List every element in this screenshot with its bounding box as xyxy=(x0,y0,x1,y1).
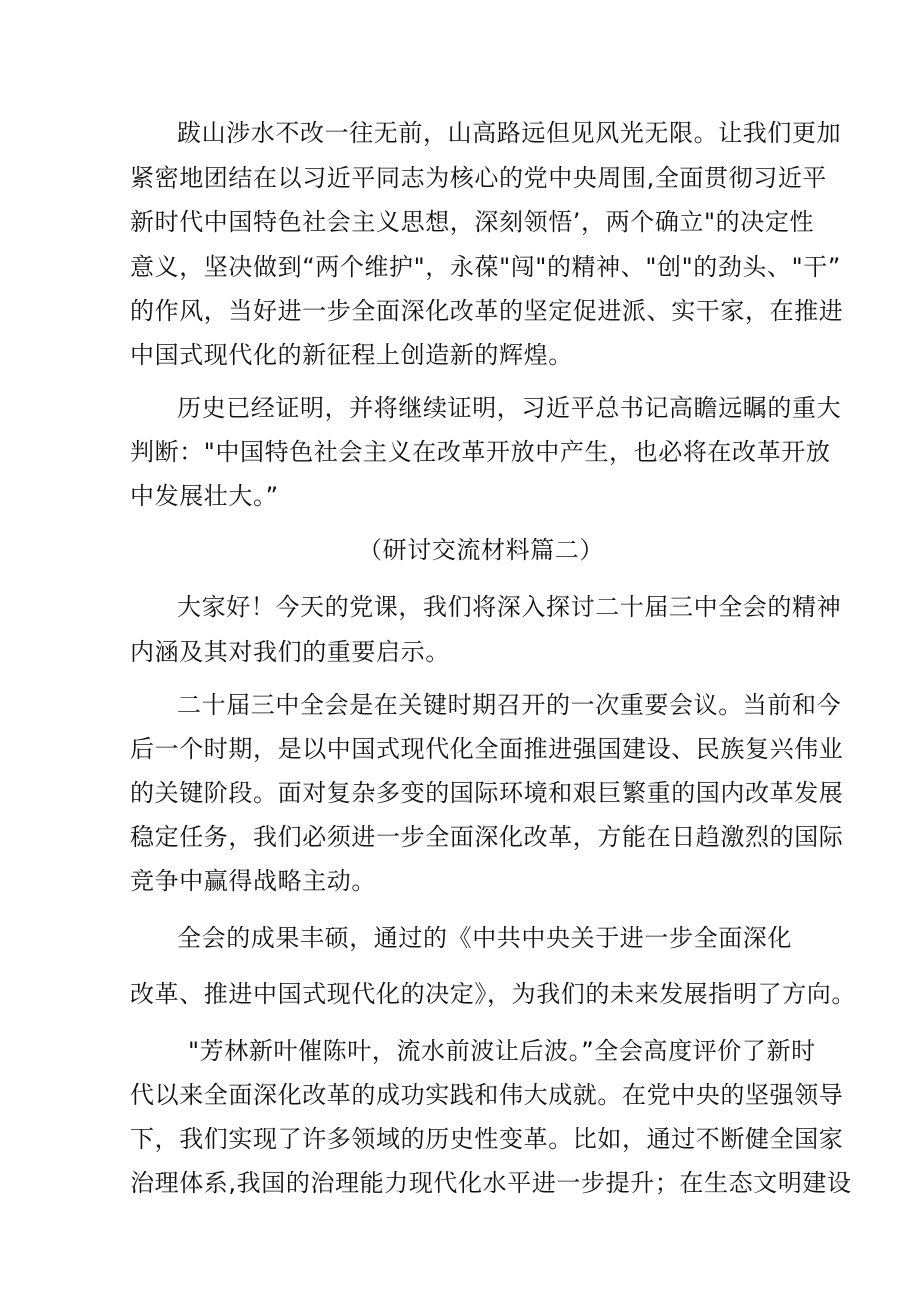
paragraph-6-line-2: 代以来全面深化改革的成功实践和伟大成就。在党中央的坚强领导 xyxy=(130,1081,844,1109)
paragraph-2-line-3: 中发展壮大。” xyxy=(130,482,279,510)
paragraph-4-line-4: 稳定任务，我们必须进一步全面深化改革，方能在日趋激烈的国际 xyxy=(130,823,844,851)
paragraph-2-line-1: 历史已经证明，并将继续证明，习近平总书记高瞻远瞩的重大 xyxy=(177,394,842,422)
paragraph-5-line-2: 改革、推进中国式现代化的决定》，为我们的未来发展指明了方向。 xyxy=(130,980,856,1008)
paragraph-6-line-3: 下，我们实现了许多领域的历史性变革。比如，通过不断健全国家 xyxy=(130,1125,844,1153)
paragraph-5-line-1: 全会的成果丰硕，通过的《中共中央关于进一步全面深化 xyxy=(177,924,792,952)
paragraph-6-line-1: "芳林新叶催陈叶，流水前波让后波。”全会高度评价了新时 xyxy=(188,1037,816,1065)
paragraph-4-line-1: 二十届三中全会是在关键时期召开的一次重要会议。当前和今 xyxy=(177,691,842,719)
paragraph-4-line-2: 后一个时期，是以中国式现代化全面推进强国建设、民族复兴伟业 xyxy=(130,735,844,763)
paragraph-1-line-2: 紧密地团结在以习近平同志为核心的党中央周围,全面贯彻习近平 xyxy=(130,164,828,192)
paragraph-1-line-3: 新时代中国特色社会主义思想，深刻领悟’，两个确立"的决定性 xyxy=(130,208,815,236)
paragraph-1-line-4: 意义，坚决做到“两个维护"，永葆"闯"的精神、"创"的劲头、"干” xyxy=(130,253,841,281)
paragraph-4-line-5: 竞争中赢得战略主动。 xyxy=(130,867,376,895)
paragraph-1-line-6: 中国式现代化的新征程上创造新的辉煌。 xyxy=(130,341,573,369)
paragraph-1-line-1: 跋山涉水不改一往无前，山高路远但见风光无限。让我们更加 xyxy=(177,119,842,147)
paragraph-6-line-4: 治理体系,我国的治理能力现代化水平进一步提升；在生态文明建设 xyxy=(130,1169,852,1197)
paragraph-3-line-1: 大家好！今天的党课，我们将深入探讨二十届三中全会的精神 xyxy=(177,593,842,621)
paragraph-3-line-2: 内涵及其对我们的重要启示。 xyxy=(130,638,450,666)
section-title: （研讨交流材料篇二） xyxy=(358,536,604,564)
paragraph-2-line-2: 判断："中国特色社会主义在改革开放中产生，也必将在改革开放 xyxy=(130,438,831,466)
paragraph-1-line-5: 的作风，当好进一步全面深化改革的坚定促进派、实干家，在推进 xyxy=(130,297,844,325)
paragraph-4-line-3: 的关键阶段。面对复杂多变的国际环境和艰巨繁重的国内改革发展 xyxy=(130,779,844,807)
